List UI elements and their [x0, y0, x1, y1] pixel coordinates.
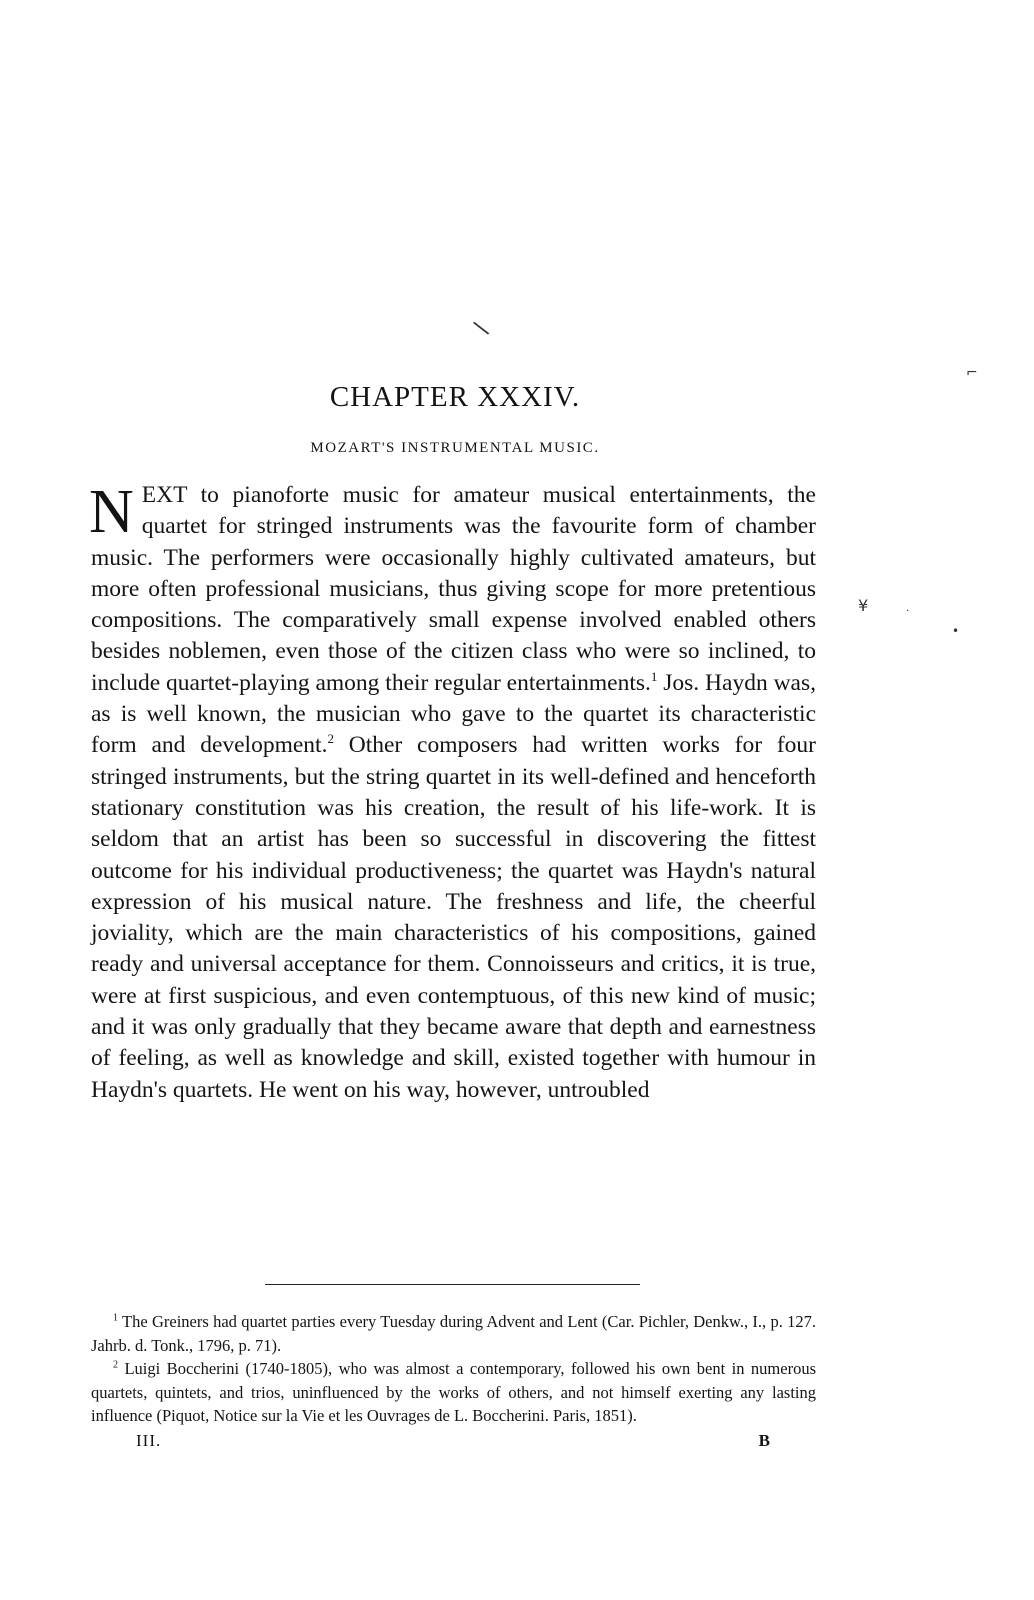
footnote-ref-2[interactable]: 2: [327, 731, 334, 747]
footnote-text: The Greiners had quartet parties every Tuesday during Advent and Lent (Car. Pichler, Denkw., I., p. 127. Jahrb. d. Tonk., 1796, p. 71).: [91, 1312, 816, 1355]
scan-mark: ¥: [858, 596, 869, 615]
chapter-subtitle: MOZART'S INSTRUMENTAL MUSIC.: [310, 440, 600, 456]
footnotes: [91, 1310, 816, 1428]
scan-mark: ·: [906, 606, 910, 617]
body-paragraph: [91, 480, 816, 1106]
body-text-part-2: Jos. Haydn was, as is well known, the musician who gave to the quartet its characteristic form and development.: [91, 669, 817, 759]
scan-mark: \: [471, 316, 492, 341]
scan-mark: ⌐: [966, 365, 978, 381]
footnote-text: Luigi Boccherini (1740-1805), who was almost a contemporary, followed his own bent in numerous quartets, quintets, and trios, uninfluenced by the works of others, and not himself exerting any lasting influence (Piquot, Notice sur la Vie et les Ouvrages de L. Boccherini. Paris, 1851).: [91, 1359, 816, 1425]
scan-mark: •: [952, 624, 960, 638]
body-text-part-3: Other composers had written works for four stringed instruments, but the string quartet in its well-defined and henceforth stationary constitution was his creation, the result of his life-work. It is seldom that an artist has been so successful in discovering the fittest outcome for his individual productiveness; the quartet was Haydn's natural expression of his musical nature. The freshness and life, the cheerful joviality, which are the main characteristics of his compositions, gained ready and universal acceptance for them. Connoisseurs and critics, it is true, were at first suspicious, and even contemptuous, of this new kind of music; and it was only gradually that they became aware that depth and earnestness of feeling, as well as knowledge and skill, existed together with humour in Haydn's quartets. He went on his way, however, untroubled: [91, 732, 816, 1103]
footnote-2: [91, 1357, 816, 1428]
footnote-marker: 2: [113, 1359, 118, 1371]
printer-signature: B: [758, 1431, 770, 1450]
drop-cap: N: [89, 478, 134, 546]
footnote-marker: 1: [113, 1312, 118, 1324]
body-text-part-1: EXT to pianoforte music for amateur musical entertainments, the quartet for stringed instruments was the favourite form of chamber music. The performers were occasionally highly cultivated amateurs, but more often professional musicians, thus giving scope for more pretentious compositions. The comparatively small expense involved enabled others besides noblemen, even those of the citizen class who were so inclined, to include quartet-playing among their regular entertainments.: [91, 482, 816, 696]
chapter-title: CHAPTER XXXIV.: [329, 381, 581, 413]
footnote-divider: [265, 1284, 640, 1285]
footnote-ref-1[interactable]: 1: [650, 668, 658, 684]
volume-number: III.: [136, 1431, 162, 1450]
footnote-1: [91, 1310, 816, 1357]
